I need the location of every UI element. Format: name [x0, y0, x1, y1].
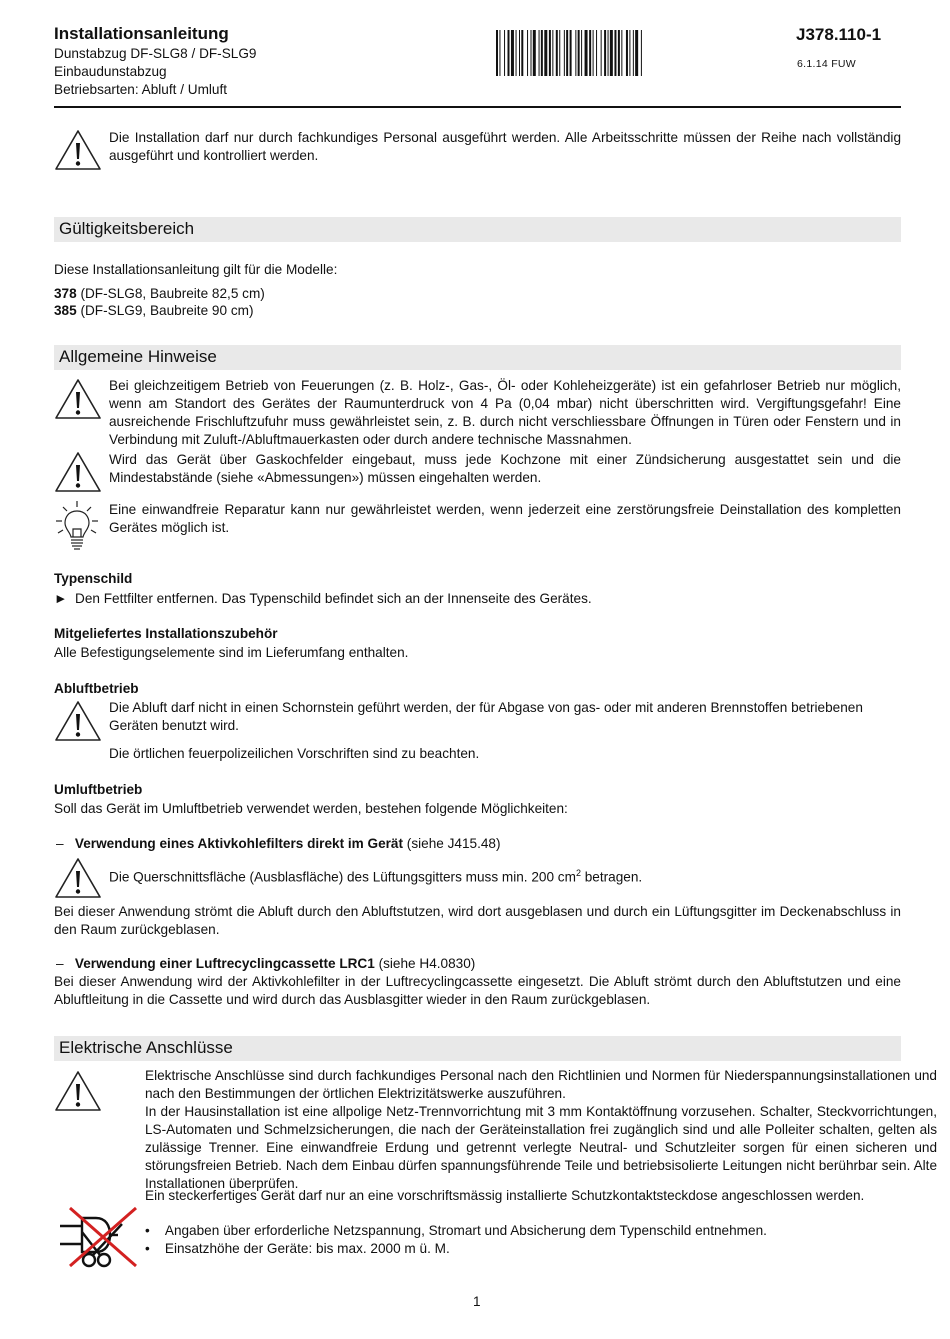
- electrical-para-1: Elektrische Anschlüsse sind durch fachkundiges Personal nach den Richtlinien und Normen für Niederspannungsinstallationen und nach den Bestimmungen der örtlichen Elektrizitätswerke auszuführen.: [145, 1068, 937, 1101]
- warning-icon: [54, 378, 102, 420]
- abluft-note-text: Die örtlichen feuerpolizeilichen Vorschriften sind zu beachten.: [109, 746, 480, 761]
- model-378: 378 (DF-SLG8, Baubreite 82,5 cm): [54, 286, 265, 301]
- gas-hob-warning-text: Wird das Gerät über Gaskochfelder eingebaut, muss jede Kochzone mit einer Zündsicherung ausgestattet sein und die Mindestabstände (siehe «Abmessungen») müssen eingehalten werden.: [109, 452, 901, 485]
- section-heading-general: Allgemeine Hinweise: [54, 345, 901, 370]
- bullet-item-1: • Angaben über erforderliche Netzspannung, Stromart und Absicherung dem Typenschild entnehmen.: [145, 1223, 767, 1238]
- lightbulb-icon: [52, 499, 102, 555]
- document-title: Installationsanleitung: [54, 24, 229, 43]
- repair-tip-text: Eine einwandfreie Reparatur kann nur gewährleistet werden, wenn jederzeit eine zerstörungsfreie Deinstallation des kompletten Gerätes möglich ist.: [109, 502, 901, 535]
- arrow-right-icon: ►: [54, 591, 68, 606]
- warning-icon: [54, 129, 102, 171]
- warning-icon: [54, 700, 102, 742]
- scope-text: Diese Installationsanleitung gilt für die Modelle:: [54, 262, 338, 277]
- section-heading-electrical: Elektrische Anschlüsse: [54, 1036, 901, 1061]
- option-activated-carbon: – Verwendung eines Aktivkohlefilters direkt im Gerät (siehe J415.48): [56, 836, 501, 851]
- option1-description: Bei dieser Anwendung strömt die Abluft durch den Abluftstutzen, wird dort ausgeblasen und durch ein Lüftungsgitter im Deckenabschluss in den Raum zurückgeblasen.: [54, 904, 901, 937]
- zubehoer-text: Alle Befestigungselemente sind im Lieferumfang enthalten.: [54, 645, 409, 660]
- intro-warning-text: Die Installation darf nur durch fachkundiges Personal ausgeführt werden. Alle Arbeitsschritte müssen der Reihe nach vollständig ausgeführt und kontrolliert werden.: [109, 130, 901, 163]
- umluft-text: Soll das Gerät im Umluftbetrieb verwendet werden, bestehen folgende Möglichkeiten:: [54, 801, 568, 816]
- typenschild-heading: Typenschild: [54, 571, 133, 586]
- zubehoer-heading: Mitgeliefertes Installationszubehör: [54, 626, 278, 641]
- document-date: 6.1.14 FUW: [797, 58, 857, 70]
- warning-icon: [54, 451, 102, 493]
- header-divider: [54, 106, 901, 108]
- bullet-item-2: • Einsatzhöhe der Geräte: bis max. 2000 m ü. M.: [145, 1241, 450, 1256]
- model-385: 385 (DF-SLG9, Baubreite 90 cm): [54, 303, 254, 318]
- document-number: J378.110-1: [796, 25, 882, 44]
- header-model-line: Dunstabzug DF-SLG8 / DF-SLG9: [54, 46, 257, 61]
- page-number: 1: [473, 1294, 481, 1309]
- abluft-warning-text: Die Abluft darf nicht in einen Schornstein geführt werden, der für Abgase von gas- oder mit anderen Brennstoffen betriebenen Geräten benutzt wird.: [109, 700, 863, 733]
- grille-area-warning: Die Querschnittsfläche (Ausblasfläche) des Lüftungsgitters muss min. 200 $cm^2$ betragen.: [109, 868, 643, 885]
- warning-icon: [54, 857, 102, 899]
- umluft-heading: Umluftbetrieb: [54, 782, 143, 797]
- abluft-heading: Abluftbetrieb: [54, 681, 139, 696]
- header-type-line: Einbaudunstabzug: [54, 64, 167, 79]
- option-lrc1: – Verwendung einer Luftrecyclingcassette LRC1 (siehe H4.0830): [56, 956, 476, 971]
- no-plug-cut-icon: [52, 1204, 144, 1268]
- barcode: [496, 30, 704, 76]
- electrical-para-2: In der Hausinstallation ist eine allpolige Netz-Trennvorrichtung mit 3 mm Kontaktöffnung vorzusehen. Schalter, Steckvorrichtungen, LS-Automaten und Schmelzsicherungen, die nach der Geräteinstallation frei zugänglich sind und alle Polleiter schalten, gelten als zulässige Trenner. Eine einwandfreie Erdung und getrennt verlegte Neutral- und Schutzleiter sorgen für einen sicheren und störungsfreien Betrieb. Nach dem Einbau dürfen spannungsführende Teile und betriebsisolierte Leitungen nicht berührbar sein. Alte Installationen überprüfen.: [145, 1104, 937, 1191]
- section-heading-scope: Gültigkeitsbereich: [54, 217, 901, 242]
- typenschild-instruction: ► Den Fettfilter entfernen. Das Typenschild befindet sich an der Innenseite des Gerätes.: [54, 591, 592, 606]
- firing-warning-text: Bei gleichzeitigem Betrieb von Feuerungen (z. B. Holz-, Gas-, Öl- oder Kohleheizgeräte) ist ein gefahrloser Betrieb nur möglich, wenn am Standort des Gerätes der Raumunterdruck von 4 Pa (0,04 mbar) nicht überschritten wird. Vergiftungsgefahr! Eine ausreichende Frischluftzufuhr muss gewährleistet sein, z. B. durch nicht verschliessbare Öffnungen in Türen oder Fenstern und in Verbindung mit Zuluft-/Abluftmauerkasten oder durch andere technische Massnahmen.: [109, 378, 901, 447]
- warning-icon: [54, 1070, 102, 1112]
- electrical-para-3: Ein steckerfertiges Gerät darf nur an eine vorschriftsmässig installierte Schutzkontaktsteckdose angeschlossen werden.: [145, 1188, 865, 1203]
- header-modes-line: Betriebsarten: Abluft / Umluft: [54, 82, 228, 97]
- option2-description: Bei dieser Anwendung wird der Aktivkohlefilter in der Luftrecyclingcassette eingesetzt. Die Abluft strömt durch den Abluftstutzen und eine Abluftleitung in die Cassette und wird durch das Ausblasgitter wieder in den Raum zurückgeblasen.: [54, 974, 901, 1007]
